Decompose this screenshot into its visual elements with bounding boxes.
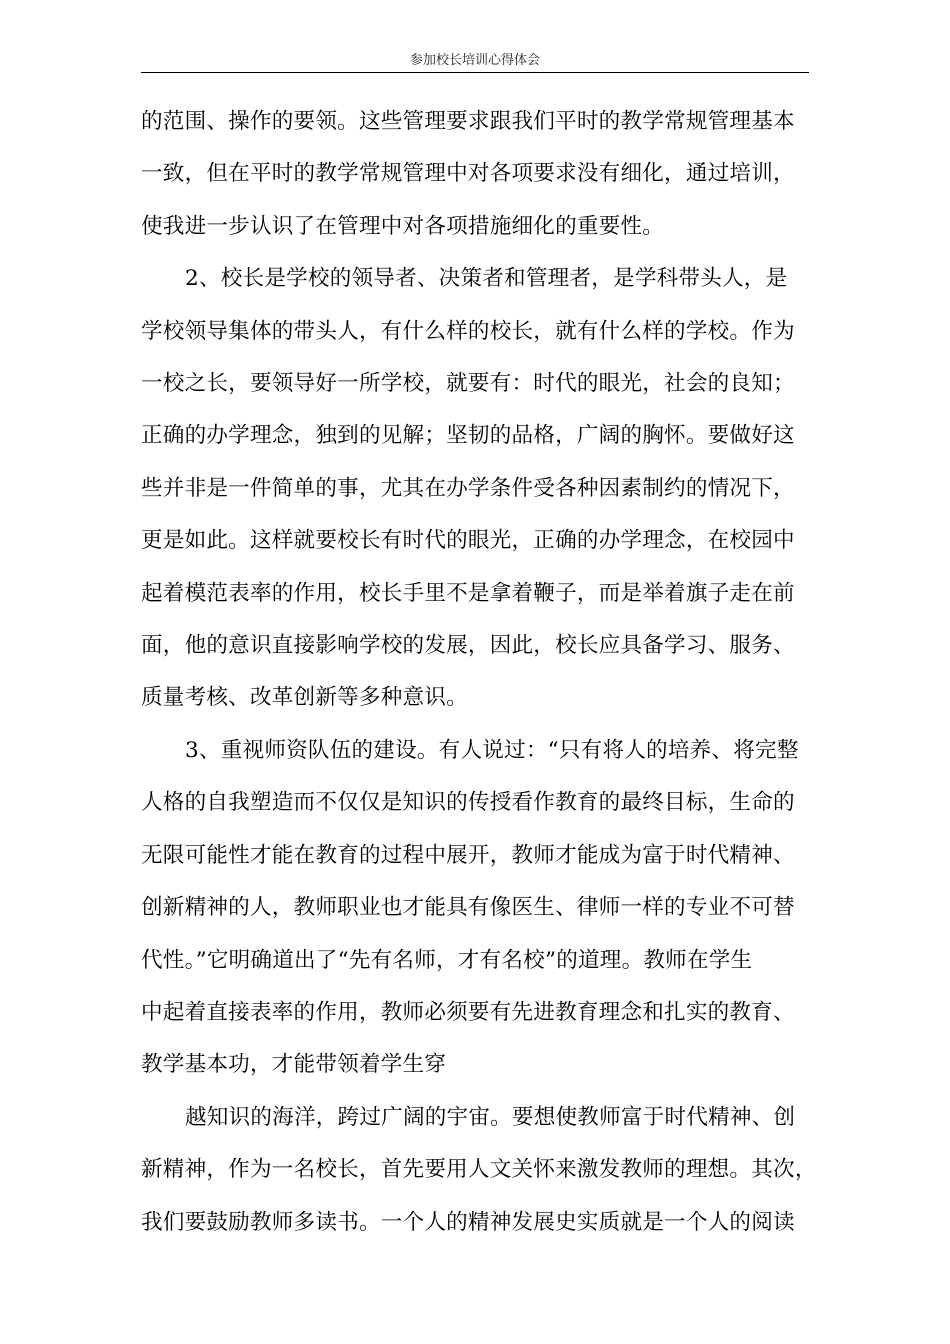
text-line: 代性。”它明确道出了“先有名师，才有名校”的道理。教师在学生	[141, 947, 753, 973]
text-line: 质量考核、改革创新等多种意识。	[141, 685, 468, 711]
text-line: 新精神，作为一名校长，首先要用人文关怀来激发教师的理想。其次，	[141, 1157, 817, 1183]
text-line: 面，他的意识直接影响学校的发展，因此，校长应具备学习、服务、	[141, 633, 795, 659]
text-line: 越知识的海洋，跨过广阔的宇宙。要想使教师富于时代精神、创	[185, 1104, 796, 1130]
page-header	[141, 52, 809, 73]
paragraph-1	[141, 96, 821, 253]
text-line: 创新精神的人，教师职业也才能具有像医生、律师一样的专业不可替	[141, 895, 795, 921]
text-line: 一校之长，要领导好一所学校，就要有：时代的眼光，社会的良知；	[141, 371, 795, 397]
text-line: 的范围、操作的要领。这些管理要求跟我们平时的教学常规管理基本	[141, 109, 795, 134]
text-line: 起着模范表率的作用，校长手里不是拿着鞭子，而是举着旗子走在前	[141, 580, 795, 606]
text-line: 人格的自我塑造而不仅仅是知识的传授看作教育的最终目标，生命的	[141, 790, 795, 816]
text-line: 使我进一步认识了在管理中对各项措施细化的重要性。	[141, 213, 665, 239]
text-line: 更是如此。这样就要校长有时代的眼光，正确的办学理念，在校园中	[141, 528, 795, 554]
text-line: 教学基本功，才能带领着学生穿	[141, 1052, 447, 1078]
document-body	[141, 96, 821, 1249]
paragraph-2	[141, 253, 821, 725]
text-line: 中起着直接表率的作用，教师必须要有先进教育理念和扎实的教育、	[141, 999, 795, 1025]
paragraph-4	[141, 1092, 821, 1249]
text-line: 学校领导集体的带头人，有什么样的校长，就有什么样的学校。作为	[141, 318, 795, 344]
text-line: 无限可能性才能在教育的过程中展开，教师才能成为富于时代精神、	[141, 842, 795, 868]
text-line: 些并非是一件简单的事，尤其在办学条件受各种因素制约的情况下，	[141, 475, 795, 501]
header-title: 参加校长培训心得体会	[409, 53, 540, 68]
text-line: 正确的办学理念，独到的见解；坚韧的品格，广阔的胸怀。要做好这	[141, 423, 795, 449]
text-line: 3、重视师资队伍的建设。有人说过：“只有将人的培养、将完整	[185, 737, 799, 763]
text-line: 一致，但在平时的教学常规管理中对各项要求没有细化，通过培训，	[141, 161, 795, 187]
text-line: 2、校长是学校的领导者、决策者和管理者，是学科带头人，是	[185, 266, 788, 292]
paragraph-3	[141, 725, 821, 1092]
text-line: 我们要鼓励教师多读书。一个人的精神发展史实质就是一个人的阅读	[141, 1209, 795, 1235]
